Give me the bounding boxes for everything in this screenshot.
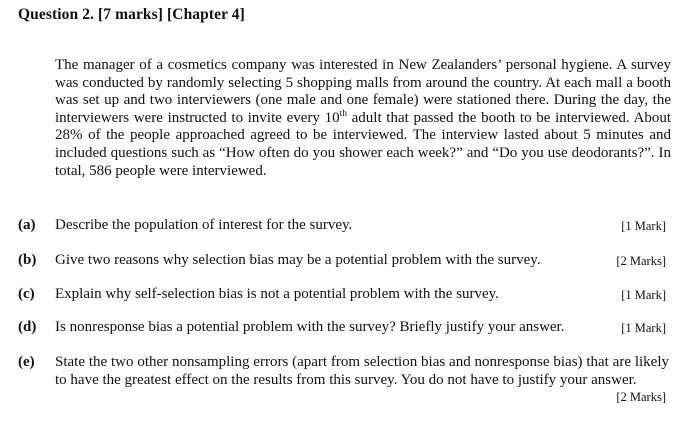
part-e-text: State the two other nonsampling errors (apart from selection bias and nonresponse bias) that are likely to have the greatest effect on the results from this survey. You do not have to justify your answer. — [55, 354, 669, 388]
part-d-text: Is nonresponse bias a potential problem with the survey? Briefly justify your answer. — [55, 319, 565, 335]
part-b-label: (b) — [18, 252, 37, 268]
part-c-text: Explain why self-selection bias is not a potential problem with the survey. — [55, 286, 499, 302]
intro-text-part1: The manager of a cosmetics company was interested in New Zealanders’ personal hygiene. A survey was conducted by randomly selecting 5 shopping malls from around the country. At each mall a booth was set up and two interviewers (one male and one female) were stationed there. During the day, the interviewers were instructed to invite every 10 — [55, 57, 671, 126]
part-c-marks: [1 Mark] — [621, 288, 666, 302]
intro-superscript: th — [339, 108, 347, 119]
part-e-label: (e) — [18, 354, 35, 370]
part-a-text: Describe the population of interest for the survey. — [55, 217, 353, 233]
part-e-marks: [2 Marks] — [616, 390, 666, 404]
part-b-marks: [2 Marks] — [616, 254, 666, 268]
part-d-marks: [1 Mark] — [621, 321, 666, 335]
intro-text-part2: adult that passed the booth to be interviewed. About 28% of the people approached agreed to be interviewed. The interview lasted about 5 minutes and included questions such as “How often do you shower each week?” and “Do you use deodorants?”. In total, 586 people were interviewed. — [55, 109, 671, 179]
part-a-label: (a) — [18, 217, 36, 233]
question-heading: Question 2. [7 marks] [Chapter 4] — [18, 6, 245, 23]
part-d-label: (d) — [18, 319, 37, 335]
part-c-label: (c) — [18, 286, 35, 302]
question-intro — [55, 57, 671, 180]
part-a-marks: [1 Mark] — [621, 219, 666, 233]
part-b-text: Give two reasons why selection bias may be a potential problem with the survey. — [55, 252, 541, 268]
